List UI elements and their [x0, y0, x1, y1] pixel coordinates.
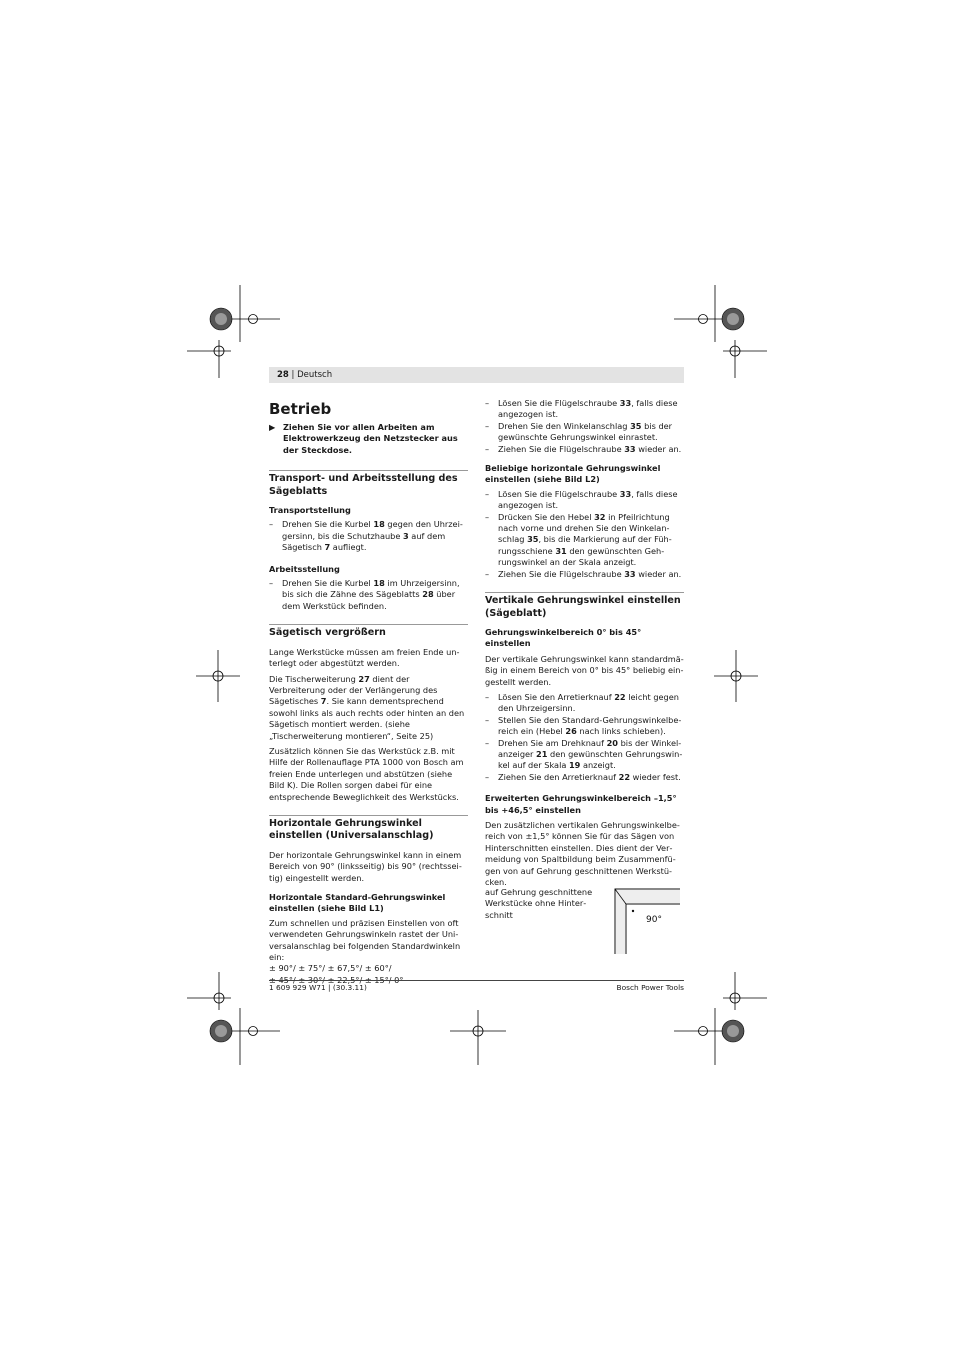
paragraph: Lange Werkstücke müssen am freien Ende unterlegt oder abgestützt werden. [269, 646, 460, 669]
list-item: – Lösen Sie die Flügelschraube 33, falls diese angezogen ist. [485, 489, 684, 512]
list-item: – Ziehen Sie die Flügelschraube 33 wieder an. [485, 444, 684, 455]
list-item: – Stellen Sie den Standard-Gehrungswinkelbereich ein (Hebel 26 nach links schieben). [485, 715, 684, 738]
angle-list-line-1: ± 90°/ ± 75°/ ± 67,5°/ ± 60°/ [269, 963, 392, 974]
safety-warning [269, 422, 468, 456]
mitre-joint-diagram [612, 886, 684, 956]
list-transport-position [269, 519, 468, 553]
paragraph: Zusätzlich können Sie das Werkstück z.B. mit Hilfe der Rollenauflage PTA 1000 von Bosch am freien Ende unterlegen und abstützen (siehe Bild K). Die Rollen sorgen dabei für eine entsprechende Beweglichkeit des Werkstücks. [269, 745, 464, 802]
registration-mark-top-right [668, 285, 768, 380]
heading-horizontal-mitre: Horizontale Gehrungswinkel einstellen (Universalanschlag) [269, 815, 468, 843]
subheading-range-0-45: Gehrungswinkelbereich 0° bis 45° einstellen [485, 626, 642, 649]
footer-document-number: 1 609 929 W71 | (30.3.11) [269, 983, 367, 992]
subheading-extended-range: Erweiterten Gehrungswinkelbereich –1,5° bis +46,5° einstellen [485, 793, 677, 815]
list-working-position [269, 578, 468, 612]
list-item: – Lösen Sie die Flügelschraube 33, falls diese angezogen ist. [485, 398, 684, 421]
header-language: Deutsch [297, 370, 333, 380]
page-title: Betrieb [269, 400, 332, 418]
list-item: – Drehen Sie die Kurbel 18 im Uhrzeigersinn, bis sich die Zähne des Sägeblatts 28 über dem Werkstück befinden. [269, 578, 468, 612]
list-item: – Ziehen Sie die Flügelschraube 33 wieder an. [485, 569, 684, 580]
safety-warning-text: Ziehen Sie vor allen Arbeiten am Elektrowerkzeug den Netzstecker aus der Steckdose. [283, 422, 458, 455]
subheading-any-horizontal-mitre: Beliebige horizontale Gehrungswinkel einstellen (siehe Bild L2) [485, 463, 661, 485]
subheading-transport-position: Transportstellung [269, 505, 351, 516]
list-standard-mitre-steps [485, 398, 684, 455]
footer-brand: Bosch Power Tools [616, 983, 684, 992]
paragraph: Der vertikale Gehrungswinkel kann standardmäßig in einem Bereich von 0° bis 45° beliebig eingestellt werden. [485, 653, 684, 687]
paragraph: Zum schnellen und präzisen Einstellen von oft verwendeten Gehrungswinkeln rastet der Universalanschlag bei folgenden Standardwinkeln ein: [269, 917, 461, 963]
list-item: – Drehen Sie den Winkelanschlag 35 bis der gewünschte Gehrungswinkel einrastet. [485, 421, 684, 444]
right-column [485, 398, 684, 892]
paragraph: Den zusätzlichen vertikalen Gehrungswinkelbereich von ±1,5° können Sie für das Sägen von Hinterschnitten einstellen. Dies dient der Vermeidung von Spaltbildung beim Zusammenfügen von auf Gehrung geschnittenen Werkstücken. [485, 820, 680, 888]
registration-mark-mid-right [714, 650, 758, 702]
subheading-working-position: Arbeitsstellung [269, 563, 340, 574]
list-item: – Drücken Sie den Hebel 32 in Pfeilrichtung nach vorne und drehen Sie den Winkelanschlag 35, bis die Markierung auf der Führungsschiene 31 den gewünschten Gehrungswinkel an der Skala anzeigt. [485, 512, 684, 569]
list-vertical-mitre-steps [485, 692, 684, 783]
page-header [269, 367, 684, 383]
registration-mark-bottom-center [448, 1010, 508, 1065]
list-item: – Drehen Sie die Kurbel 18 gegen den Uhrzeigersinn, bis die Schutzhaube 3 auf dem Sägetisch 7 aufliegt. [269, 519, 468, 553]
list-any-mitre-steps [485, 489, 684, 580]
list-item: – Drehen Sie am Drehknauf 20 bis der Winkelanzeiger 21 den gewünschten Gehrungswinkel auf der Skala 19 anzeigt. [485, 738, 684, 772]
registration-mark-top-left [186, 285, 286, 380]
list-item: – Lösen Sie den Arretierknauf 22 leicht gegen den Uhrzeigersinn. [485, 692, 684, 715]
paragraph: Der horizontale Gehrungswinkel kann in einem Bereich von 90° (linksseitig) bis 90° (rechtsseitig) eingestellt werden. [269, 849, 462, 883]
paragraph: Die Tischerweiterung 27 dient der Verbreiterung oder der Verlängerung des Sägetisches 7. Sie kann dementsprechend sowohl links als auch rechts oder hinten an den Sägetisch montiert werden. (siehe „Tischerweiterung montieren“, Seite 25) [269, 673, 465, 741]
list-item: – Ziehen Sie den Arretierknauf 22 wieder fest. [485, 772, 684, 783]
registration-mark-mid-left [196, 650, 240, 702]
figure-caption: auf Gehrung geschnittene Werkstücke ohne Hinterschnitt [485, 887, 593, 920]
heading-transport-working-position: Transport- und Arbeitsstellung des Sägeblatts [269, 470, 468, 498]
heading-vertical-mitre: Vertikale Gehrungswinkel einstellen (Sägeblatt) [485, 592, 684, 620]
subheading-standard-mitre: Horizontale Standard-Gehrungswinkel einstellen (siehe Bild L1) [269, 892, 446, 914]
triangle-right-icon: ▶ [269, 422, 276, 432]
figure-angle-label: 90° [646, 915, 662, 925]
left-column [269, 399, 468, 986]
footer-rule [269, 980, 684, 981]
page-number: 28 [277, 370, 289, 380]
heading-extend-saw-table: Sägetisch vergrößern [269, 624, 468, 639]
angle-list-line-2: ± 45°/ ± 30°/ ± 22,5°/ ± 15°/ 0° [269, 974, 404, 985]
header-separator: | [291, 370, 295, 380]
